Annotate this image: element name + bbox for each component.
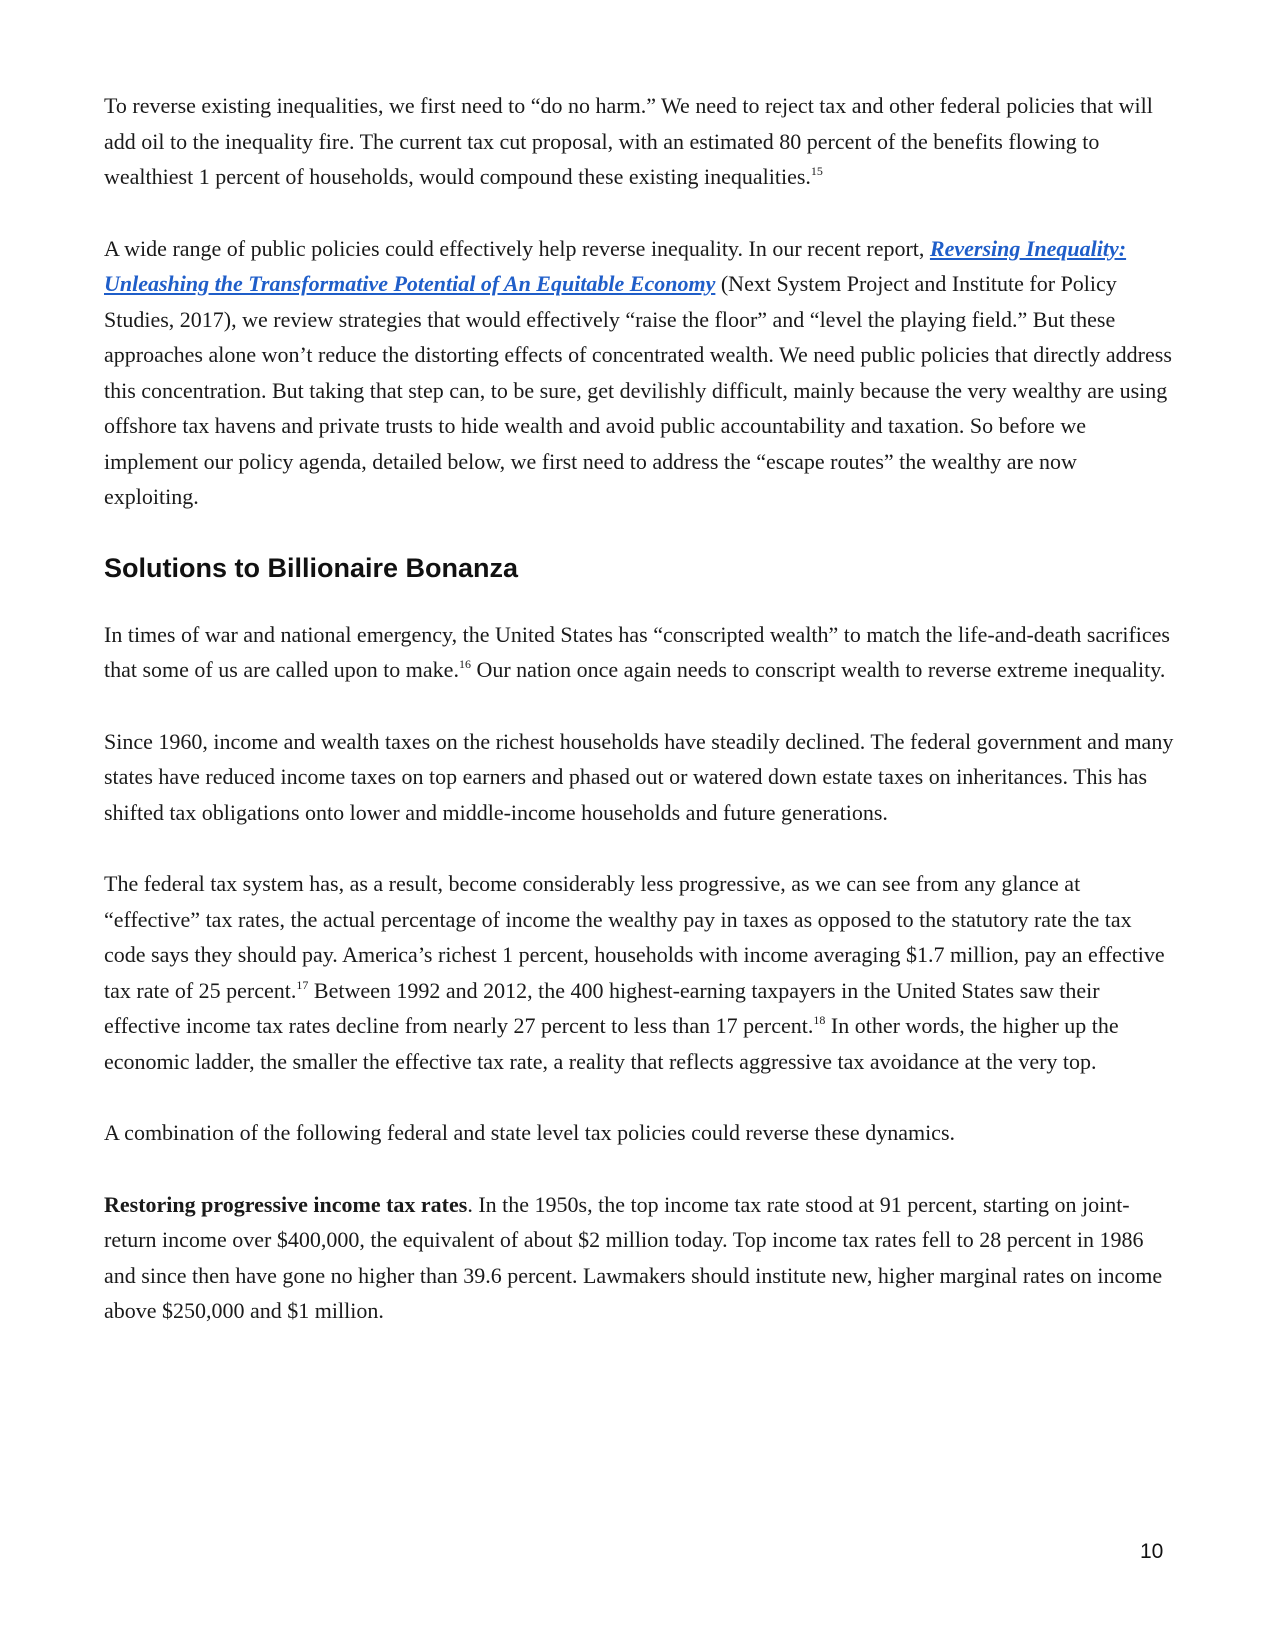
paragraph-text: Between 1992 and 2012, the 400 highest-earning taxpayers in the United States saw their effective income tax rates decline from nearly 27 percent to less than 17 percent. — [104, 977, 1100, 1038]
policy-title: Restoring progressive income tax rates — [104, 1191, 468, 1217]
page-number: 10 — [1140, 1540, 1164, 1563]
document-page — [104, 88, 1174, 1365]
paragraph-text: A wide range of public policies could effectively help reverse inequality. In our recent report, — [104, 235, 930, 261]
footnote-ref-18[interactable]: 18 — [813, 1013, 826, 1027]
paragraph-do-no-harm — [104, 88, 1174, 195]
paragraph-reversing-inequality — [104, 231, 1174, 515]
paragraph-effective-tax-rates — [104, 866, 1174, 1079]
footnote-ref-15[interactable]: 15 — [810, 164, 823, 178]
paragraph-text: In other words, the higher up the economic ladder, the smaller the effective tax rate, a reality that reflects aggressive tax avoidance at the very top. — [104, 1013, 1119, 1074]
footnote-ref-17[interactable]: 17 — [296, 977, 309, 992]
footnote-ref-16[interactable]: 16 — [458, 657, 471, 671]
reversing-inequality-report-link[interactable]: Reversing Inequality: Unleashing the Transformative Potential of An Equitable Economy — [104, 235, 1127, 296]
paragraph-text: To reverse existing inequalities, we first need to “do no harm.” We need to reject tax and other federal policies that will add oil to the inequality fire. The current tax cut proposal, with an estimated 80 percent of the benefits flowing to wealthiest 1 percent of households, would compound these existing inequalities. — [104, 93, 1153, 189]
paragraph-text: The federal tax system has, as a result, become considerably less progressive, as we can see from any glance at “effective” tax rates, the actual percentage of income the wealthy pay in taxes as opposed to the statutory rate the tax code says they should pay. America’s richest 1 percent, households with income averaging $1.7 million, pay an effective tax rate of 25 percent. — [104, 871, 1165, 1003]
paragraph-conscripted-wealth — [104, 617, 1174, 688]
paragraph-text: (Next System Project and Institute for Policy Studies, 2017), we review strategies that would effectively “raise the floor” and “level the playing field.” But these approaches alone won’t reduce the distorting effects of concentrated wealth. We need public policies that directly address this concentration. But taking that step can, to be sure, get devilishly difficult, mainly because the very wealthy are using offshore tax havens and private trusts to hide wealth and avoid public accountability and taxation. So before we implement our policy agenda, detailed below, we first need to address the “escape routes” the wealthy are now exploiting. — [104, 271, 1172, 509]
paragraph-combination: A combination of the following federal and state level tax policies could reverse these dynamics. — [104, 1120, 956, 1145]
paragraph-since-1960: Since 1960, income and wealth taxes on the richest households have steadily declined. The federal government and many states have reduced income taxes on top earners and phased out or watered down estate taxes on inheritances. This has shifted tax obligations onto lower and middle-income households and future generations. — [104, 728, 1174, 825]
section-heading: Solutions to Billionaire Bonanza — [104, 552, 519, 583]
paragraph-text: . In the 1950s, the top income tax rate stood at 91 percent, starting on joint-return income over $400,000, the equivalent of about $2 million today. Top income tax rates fell to 28 percent in 1986 and since then have gone no higher than 39.6 percent. Lawmakers should institute new, higher marginal rates on income above $250,000 and $1 million. — [104, 1191, 1163, 1323]
paragraph-progressive-income-tax — [104, 1187, 1174, 1329]
paragraph-text: Our nation once again needs to conscript wealth to reverse extreme inequality. — [470, 657, 1166, 682]
paragraph-text: In times of war and national emergency, the United States has “conscripted wealth” to match the life-and-death sacrifices that some of us are called upon to make. — [104, 621, 1170, 682]
